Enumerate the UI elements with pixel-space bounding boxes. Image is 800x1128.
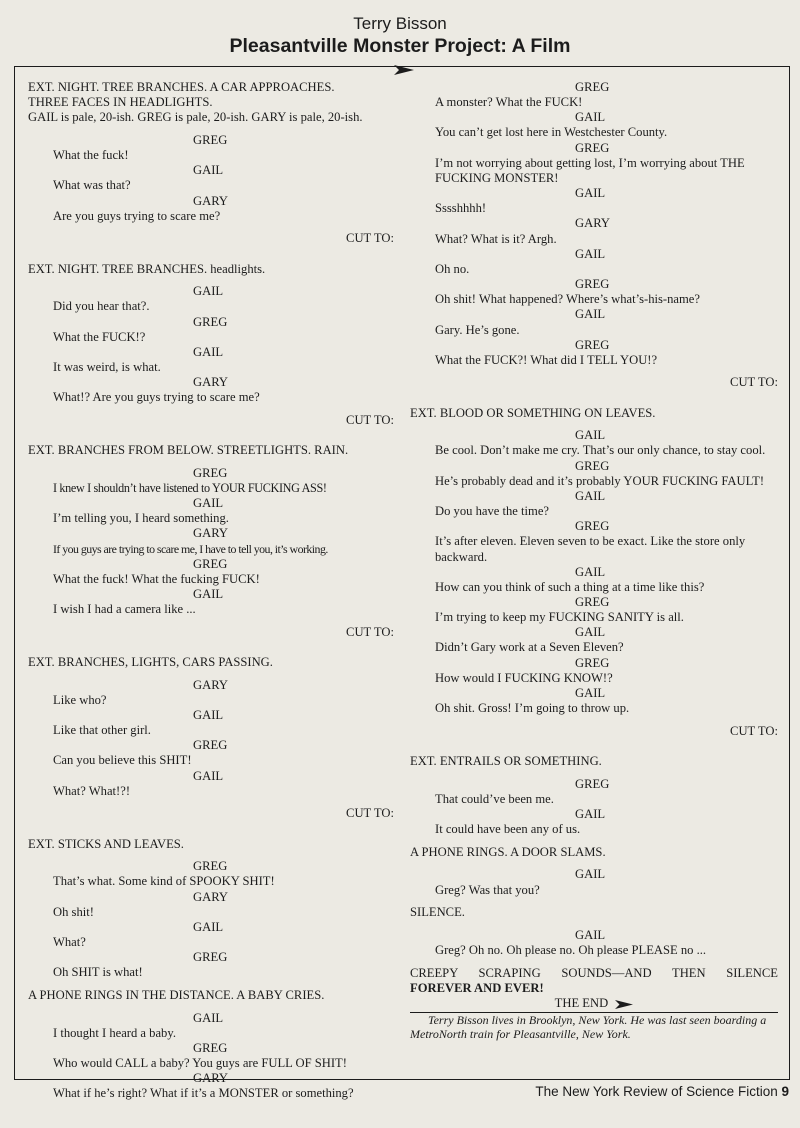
spacer	[410, 920, 778, 928]
spacer	[28, 799, 394, 807]
scene-heading: EXT. BRANCHES, LIGHTS, CARS PASSING.	[28, 655, 273, 669]
dialogue-line: Gary. He’s gone.	[435, 322, 520, 337]
character-name: GREG	[575, 277, 610, 292]
spacer	[28, 428, 394, 436]
dialogue-line: Didn’t Gary work at a Seven Eleven?	[435, 640, 624, 655]
character-name: GREG	[193, 465, 228, 480]
spacer	[410, 769, 778, 777]
spacer	[28, 980, 394, 988]
dialogue-line: Are you guys trying to scare me?	[53, 208, 221, 223]
dialogue-line: I’m not worrying about getting lost, I’m worrying about THE FUCKING MONSTER!	[435, 155, 745, 185]
spacer	[28, 852, 394, 860]
character-name: GAIL	[193, 707, 224, 722]
character-name: GAIL	[193, 496, 224, 511]
spacer	[28, 648, 394, 656]
page-number: 9	[781, 1084, 789, 1099]
character-name: GAIL	[575, 488, 606, 503]
spacer	[410, 391, 778, 399]
dialogue-line: A monster? What the FUCK!	[435, 95, 583, 110]
dialogue-line: Greg? Was that you?	[435, 882, 540, 897]
dialogue-line: Like who?	[53, 692, 107, 707]
character-name: GAIL	[575, 867, 606, 882]
character-name: GAIL	[575, 186, 606, 201]
the-end-label: THE END	[554, 996, 609, 1011]
transition: CUT TO:	[346, 412, 394, 427]
transition: CUT TO:	[346, 231, 394, 246]
scene-heading: EXT. NIGHT. TREE BRANCHES. headlights.	[28, 261, 266, 276]
character-name: GREG	[575, 458, 610, 473]
dialogue-line: How would I FUCKING KNOW!?	[435, 670, 613, 685]
dialogue-line: That’s what. Some kind of SPOOKY SHIT!	[53, 874, 275, 889]
dialogue-line: Oh no.	[435, 261, 470, 276]
character-name: GREG	[575, 776, 610, 791]
dialogue-line: Be cool. Don’t make me cry. That’s our only chance, to stay cool.	[435, 443, 766, 458]
character-name: GAIL	[575, 685, 606, 700]
spacer	[410, 421, 778, 429]
dialogue-line: Oh shit! What happened? Where’s what’s-his-name?	[435, 292, 700, 307]
spacer	[28, 436, 394, 444]
dialogue-line: Do you have the time?	[435, 504, 550, 519]
transition: CUT TO:	[346, 806, 394, 821]
spacer	[28, 405, 394, 413]
character-name: GREG	[193, 314, 228, 329]
dialogue-line: Can you believe this SHIT!	[53, 753, 192, 768]
dialogue-line: I knew I shouldn’t have listened to YOUR FUCKING ASS!	[53, 480, 327, 495]
character-name: GREG	[575, 337, 610, 352]
dialogue-line: I’m telling you, I heard something.	[53, 511, 229, 526]
transition: CUT TO:	[346, 624, 394, 639]
scene-heading: EXT. BLOOD OR SOMETHING ON LEAVES.	[410, 405, 656, 420]
spacer	[28, 670, 394, 678]
character-name: GAIL	[575, 806, 606, 821]
right-column	[410, 80, 778, 1042]
character-name: GARY	[193, 375, 228, 390]
dialogue-line: If you guys are trying to scare me, I have to tell you, it’s working.	[53, 541, 328, 556]
character-name: GAIL	[575, 428, 606, 443]
dialogue-line: Oh SHIT is what!	[53, 965, 143, 980]
character-name: GAIL	[575, 246, 606, 261]
dialogue-line: Oh shit. Gross! I’m going to throw up.	[435, 701, 630, 716]
character-name: GARY	[193, 193, 228, 208]
character-name: GARY	[193, 889, 228, 904]
character-name: GAIL	[575, 110, 606, 125]
spacer	[28, 822, 394, 830]
dialogue-line: How can you think of such a thing at a time like this?	[435, 579, 705, 594]
character-name: GREG	[575, 80, 610, 94]
scene-heading: EXT. BRANCHES FROM BELOW. STREETLIGHTS. RAIN.	[28, 443, 349, 458]
magazine-name: The New York Review of Science Fiction	[535, 1084, 778, 1099]
character-name: GAIL	[193, 587, 224, 602]
character-name: GREG	[193, 132, 228, 147]
ending-line-bold: FOREVER AND EVER!	[410, 981, 544, 996]
dialogue-line: What? What is it? Argh.	[435, 231, 557, 246]
spacer	[28, 458, 394, 466]
dialogue-line: That could’ve been me.	[435, 791, 554, 806]
character-name: GREG	[193, 950, 228, 965]
scene-heading: A PHONE RINGS. A DOOR SLAMS.	[410, 844, 606, 859]
character-name: GREG	[575, 655, 610, 670]
dialogue-line: What the FUCK!?	[53, 329, 146, 344]
character-name: GAIL	[575, 307, 606, 322]
character-name: GAIL	[193, 919, 224, 934]
dialogue-line: It was weird, is what.	[53, 360, 161, 374]
spacer	[410, 716, 778, 724]
dialogue-line: Oh shit!	[53, 904, 94, 919]
left-column	[28, 80, 394, 1102]
character-name: GREG	[193, 738, 228, 753]
page-title: Pleasantville Monster Project: A Film	[229, 35, 571, 57]
author-bio: Terry Bisson lives in Brooklyn, New York. He was last seen boarding a MetroNorth train for Pleasantville, New York.	[410, 1012, 767, 1042]
spacer	[410, 739, 778, 747]
dialogue-line: You can’t get lost here in Westchester County.	[435, 125, 668, 140]
author-name: Terry Bisson	[353, 14, 447, 33]
character-name: GARY	[193, 1071, 228, 1086]
dialogue-line: Who would CALL a baby? You guys are FULL OF SHIT!	[53, 1056, 347, 1071]
spacer	[410, 398, 778, 406]
dialogue-line: I thought I heard a baby.	[53, 1025, 176, 1040]
character-name: GREG	[575, 140, 610, 155]
scene-heading: GAIL is pale, 20-ish. GREG is pale, 20-ish. GARY is pale, 20-ish.	[28, 110, 363, 125]
scene-heading: THREE FACES IN HEADLIGHTS.	[28, 95, 213, 110]
spacer	[28, 1003, 394, 1011]
transition: CUT TO:	[730, 375, 778, 390]
spacer	[28, 224, 394, 232]
scene-heading: EXT. NIGHT. TREE BRANCHES. A CAR APPROACHES.	[28, 80, 335, 94]
dialogue-line: What the fuck!	[53, 148, 129, 163]
scene-heading: A PHONE RINGS IN THE DISTANCE. A BABY CRIES.	[28, 987, 325, 1002]
spacer	[28, 617, 394, 625]
right-arrow-icon	[615, 999, 633, 1010]
dialogue-line: What!? Are you guys trying to scare me?	[53, 390, 260, 405]
character-name: GARY	[193, 526, 228, 541]
character-name: GREG	[193, 556, 228, 571]
dialogue-line: What if he’s right? What if it’s a MONSTER or something?	[53, 1086, 354, 1101]
page-footer	[535, 1084, 789, 1099]
character-name: GAIL	[193, 344, 224, 359]
dialogue-line: Like that other girl.	[53, 723, 151, 738]
character-name: GREG	[575, 595, 610, 609]
spacer	[410, 898, 778, 906]
dialogue-line: What was that?	[53, 178, 131, 193]
scene-heading: EXT. ENTRAILS OR SOMETHING.	[410, 753, 602, 768]
character-name: GREG	[193, 1040, 228, 1055]
character-name: GAIL	[193, 1010, 224, 1025]
character-name: GAIL	[193, 163, 224, 178]
dialogue-line: What the fuck! What the fucking FUCK!	[53, 571, 260, 586]
character-name: GARY	[575, 216, 610, 231]
character-name: GAIL	[193, 768, 224, 783]
character-name: GAIL	[193, 284, 224, 299]
page-header	[0, 14, 800, 58]
spacer	[410, 368, 778, 376]
spacer	[410, 837, 778, 845]
spacer	[410, 746, 778, 754]
spacer	[28, 640, 394, 648]
spacer	[28, 277, 394, 285]
character-name: GAIL	[575, 625, 606, 640]
dialogue-line: What? What!?!	[53, 783, 131, 798]
spacer	[28, 247, 394, 255]
character-name: GARY	[193, 677, 228, 692]
scene-heading: SILENCE.	[410, 905, 465, 920]
dialogue-line: Sssshhhh!	[435, 201, 487, 216]
character-name: GREG	[193, 859, 228, 874]
ending-line: CREEPY SCRAPING SOUNDS—AND THEN SILENCE	[410, 966, 778, 981]
dialogue-line: What the FUCK?! What did I TELL YOU!?	[435, 352, 658, 367]
spacer	[410, 860, 778, 868]
character-name: GAIL	[575, 564, 606, 579]
scene-heading: EXT. STICKS AND LEAVES.	[28, 836, 184, 851]
dialogue-line: I’m trying to keep my FUCKING SANITY is all.	[435, 610, 684, 625]
character-name: GREG	[575, 519, 610, 534]
the-end	[410, 996, 778, 1011]
spacer	[28, 829, 394, 837]
dialogue-line: Did you hear that?.	[53, 299, 150, 314]
dialogue-line: Greg? Oh no. Oh please no. Oh please PLEASE no ...	[435, 942, 707, 957]
character-name: GAIL	[575, 927, 606, 942]
spacer	[28, 254, 394, 262]
dialogue-line: It’s after eleven. Eleven seven to be exact. Like the store only backward.	[435, 534, 746, 564]
dialogue-line: I wish I had a camera like ...	[53, 602, 196, 617]
transition: CUT TO:	[730, 723, 778, 738]
dialogue-line: It could have been any of us.	[435, 822, 581, 837]
dialogue-line: He’s probably dead and it’s probably YOUR FUCKING FAULT!	[435, 473, 765, 488]
spacer	[28, 125, 394, 133]
dialogue-line: What?	[53, 935, 86, 949]
